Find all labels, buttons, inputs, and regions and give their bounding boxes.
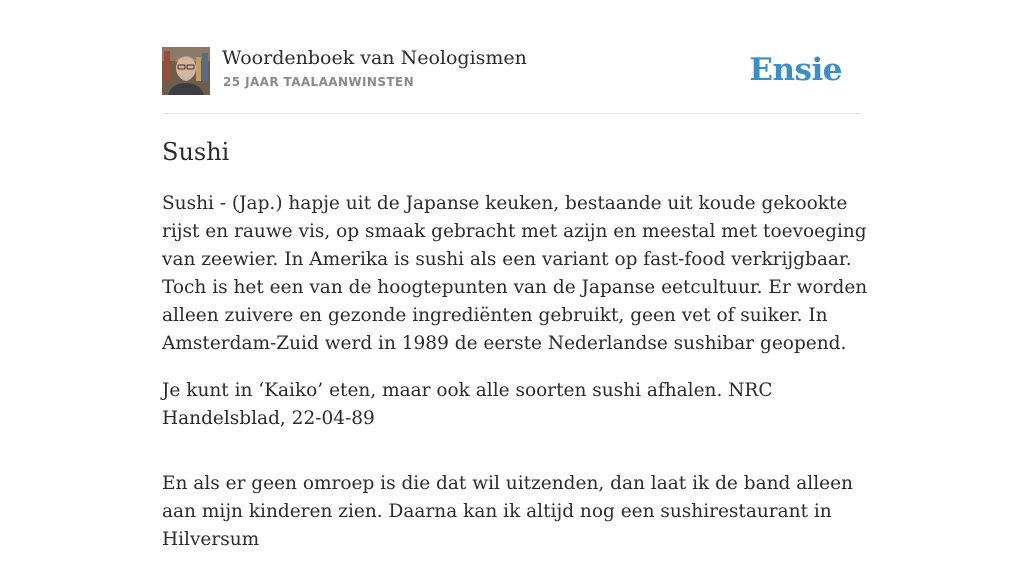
avatar-image [162,47,210,95]
author-avatar[interactable] [162,47,210,95]
source-subtitle: 25 JAAR TAALAANWINSTEN [223,75,415,89]
source-header [162,46,862,96]
entry-title: Sushi [162,138,230,166]
quote-paragraph: En als er geen omroep is die dat wil uitzenden, dan laat ik de band alleen aan mijn kinderen zien. Daarna kan ik altijd nog een sushirestaurant in Hilversum [162,473,853,550]
header-divider [162,113,862,114]
citation-paragraph: Je kunt in ‘Kaiko’ eten, maar ook alle soorten sushi afhalen. NRC Handelsblad, 22-04-89 [162,380,773,429]
source-title[interactable]: Woordenboek van Neologismen [222,47,527,69]
definition-paragraph: Sushi - (Jap.) hapje uit de Japanse keuken, bestaande uit koude gekookte rijst en rauwe vis, op smaak gebracht met azijn en meestal met toevoeging van zeewier. In Amerika is sushi als een variant op fast-food verkrijgbaar. Toch is het een van de hoogtepunten van de Japanse eetcultuur. Er worden alleen zuivere en gezonde ingrediënten gebruikt, geen vet of suiker. In Amsterdam-Zuid werd in 1989 de eerste Nederlandse sushibar geopend. [162,193,868,354]
ensie-logo[interactable]: Ensie [749,52,842,88]
entry-body [162,190,868,573]
